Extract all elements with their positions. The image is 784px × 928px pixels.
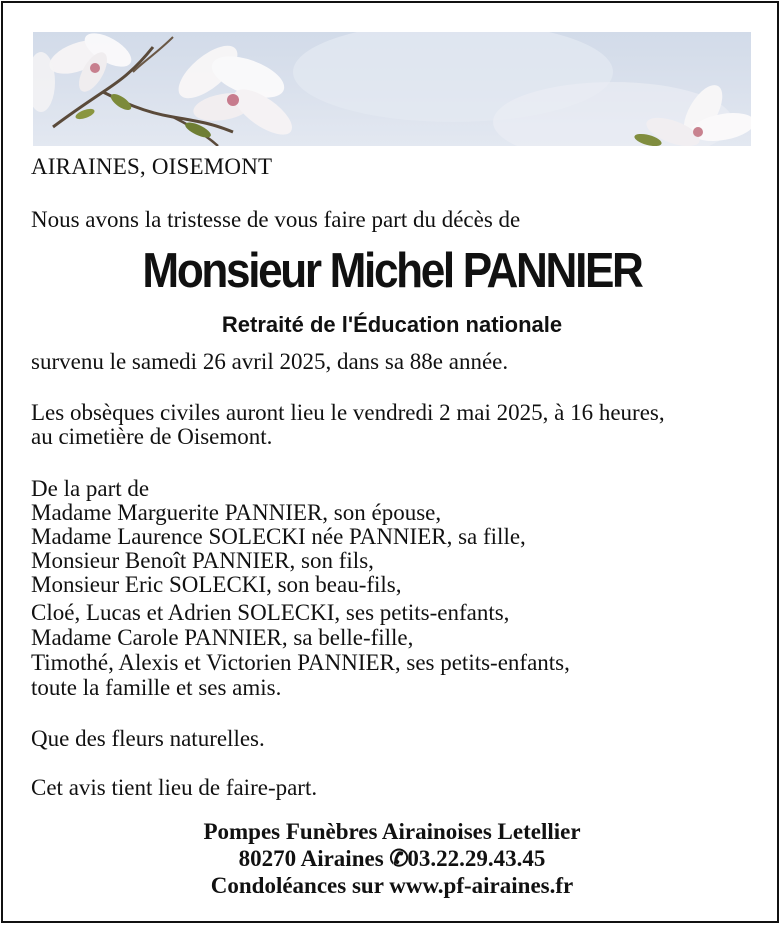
family-member: Madame Marguerite PANNIER, son épouse, (31, 500, 442, 525)
family-member: Madame Carole PANNIER, sa belle-fille, (31, 625, 414, 650)
family-member: Monsieur Benoît PANNIER, son fils, (31, 548, 374, 573)
funeral-home-name: Pompes Funèbres Airainoises Letellier (203, 819, 581, 844)
funeral-line-1: Les obsèques civiles auront lieu le vendredi 2 mai 2025, à 16 heures, (31, 400, 665, 425)
deceased-name: Monsieur Michel PANNIER (142, 244, 642, 298)
funeral-home-phone: 03.22.29.43.45 (407, 846, 546, 871)
family-heading: De la part de (31, 476, 150, 501)
family-member: Monsieur Eric SOLECKI, son beau-fils, (31, 572, 402, 597)
magnolia-banner-image (33, 32, 751, 146)
death-notice: survenu le samedi 26 avril 2025, dans sa 88e année. (31, 349, 509, 374)
funeral-home-city: 80270 Airaines (238, 846, 384, 871)
phone-icon: ✆ (389, 846, 409, 871)
condolences-link[interactable]: Condoléances sur www.pf-airaines.fr (210, 873, 574, 898)
family-member: Madame Laurence SOLECKI née PANNIER, sa fille, (31, 524, 526, 549)
funeral-home-contact (0, 845, 784, 872)
location-heading: AIRAINES, OISEMONT (31, 154, 273, 179)
intro-text: Nous avons la tristesse de vous faire part du décès de (31, 207, 521, 232)
funeral-line-2: au cimetière de Oisemont. (31, 424, 273, 449)
family-member: toute la famille et ses amis. (31, 675, 282, 700)
notice-note: Cet avis tient lieu de faire-part. (31, 775, 318, 800)
family-member: Cloé, Lucas et Adrien SOLECKI, ses petits-enfants, (31, 600, 510, 625)
magnolia-illustration (33, 32, 751, 146)
flowers-note: Que des fleurs naturelles. (31, 726, 265, 751)
family-member: Timothé, Alexis et Victorien PANNIER, ses petits-enfants, (31, 650, 570, 675)
deceased-title: Retraité de l'Éducation nationale (221, 312, 563, 337)
